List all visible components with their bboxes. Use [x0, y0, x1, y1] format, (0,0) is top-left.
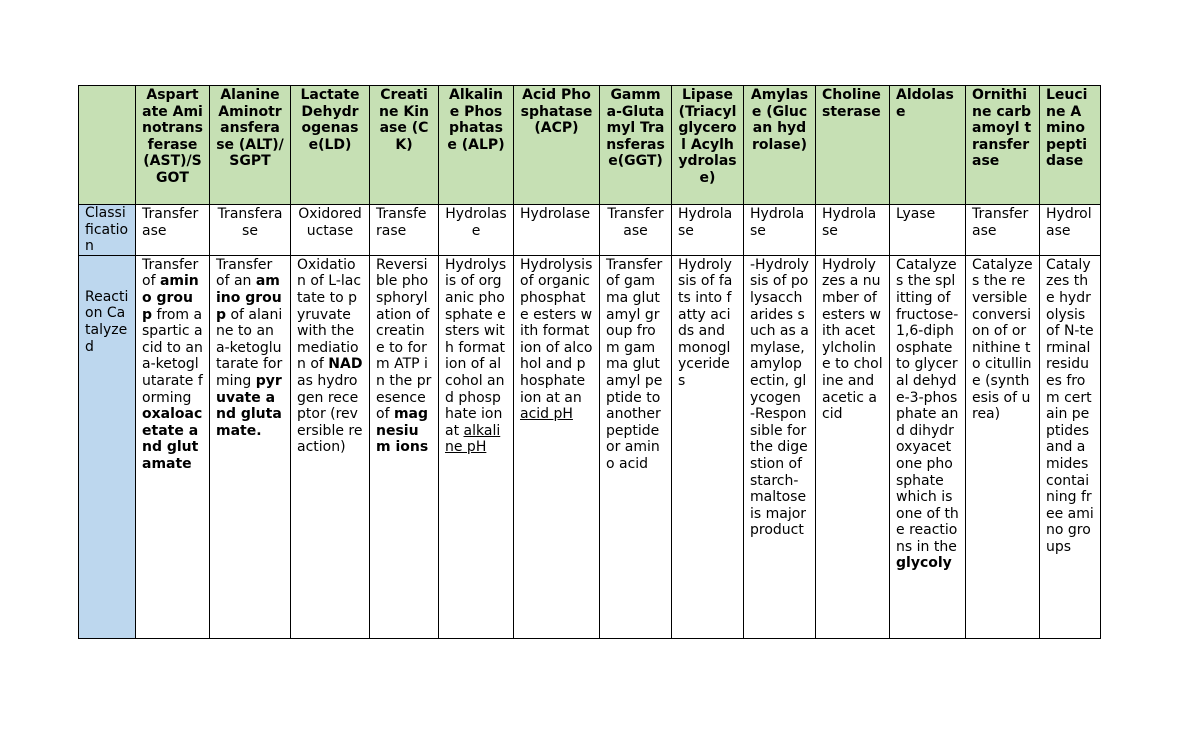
classification-lap: Hydrolase — [1040, 205, 1101, 256]
reaction-acp-text-1: Hydrolysis of organic phosphate esters with formation of alcohol and phosphate ion at an — [520, 256, 593, 406]
reaction-alt — [210, 255, 291, 638]
classification-row — [79, 205, 1101, 256]
classification-lipase: Hydrolase — [672, 205, 744, 256]
reaction-ck — [370, 255, 439, 638]
reaction-ast-text-1: Transfer of — [142, 256, 199, 290]
header-acp: Acid Phosphatase (ACP) — [514, 86, 600, 205]
header-cholinesterase: Cholinesterase — [816, 86, 890, 205]
classification-cholinesterase: Hydrolase — [816, 205, 890, 256]
header-aldolase: Aldolase — [890, 86, 966, 205]
classification-aldolase: Lyase — [890, 205, 966, 256]
header-amylase: Amylase (Glucan hydrolase) — [744, 86, 816, 205]
reaction-aldolase — [890, 255, 966, 638]
reaction-row — [79, 255, 1101, 638]
classification-label: Classification — [79, 205, 136, 256]
reaction-ast-text-2: from aspartic acid to an a-ketoglutarate forming — [142, 306, 203, 406]
reaction-aldolase-bold-1: glycoly — [896, 555, 952, 572]
reaction-alt-text-1: Transfer of an — [216, 256, 273, 290]
reaction-ck-text-1: Reversible phosphorylation of creatine to form ATP in the presence of — [376, 256, 432, 423]
reaction-ast-bold-2: oxaloacetate and glutamate — [142, 406, 203, 472]
reaction-ld-bold-1: NAD — [328, 356, 363, 373]
classification-ast: Transferase — [136, 205, 210, 256]
header-ast: Aspartate Aminotransferase (AST)/SGOT — [136, 86, 210, 205]
classification-oct: Transferase — [966, 205, 1040, 256]
classification-ggt: Transferase — [600, 205, 672, 256]
header-lipase: Lipase (Triacylglycerol Acylhydrolase) — [672, 86, 744, 205]
reaction-alt-text-2: of alanine to an a-ketoglutarate forming — [216, 306, 283, 389]
reaction-label: Reaction Catalyzed — [79, 255, 136, 638]
header-corner — [79, 86, 136, 205]
reaction-ld-text-2: as hydrogen receptor (reversible reaction) — [297, 372, 363, 456]
reaction-amylase-text-1: -Hydrolysis of polysaccharides such as amylase, amylopectin, glycogen — [750, 256, 809, 406]
reaction-ggt: Transfer of gamma glutamyl group from gamma glutamyl peptide to another peptide or amino acid — [600, 255, 672, 638]
reaction-ld — [291, 255, 370, 638]
reaction-aldolase-text-1: Catalyzes the splitting of fructose-1,6-diphosphate to glyceral dehyde-3-phosphate and dihydroxyacetone phosphate which is one of the reactions in the — [896, 256, 959, 555]
classification-alp: Hydrolase — [439, 205, 514, 256]
classification-acp: Hydrolase — [514, 205, 600, 256]
reaction-lipase: Hydrolysis of fats into fatty acids and monoglycerides — [672, 255, 744, 638]
enzyme-table — [78, 85, 1101, 639]
reaction-ast — [136, 255, 210, 638]
header-oct: Ornithine carbamoyl transferase — [966, 86, 1040, 205]
reaction-alt-bold-2: pyruvate and glutamate. — [216, 372, 282, 439]
header-alp: Alkaline Phosphatase (ALP) — [439, 86, 514, 205]
reaction-acp-underline-1: acid pH — [520, 406, 573, 423]
header-alt: Alanine Aminotransferase (ALT)/SGPT — [210, 86, 291, 205]
reaction-alp — [439, 255, 514, 638]
classification-alt: Transferase — [210, 205, 291, 256]
header-lap: Leucine Aminopeptidase — [1040, 86, 1101, 205]
header-ggt: Gamma-Glutamyl Transferase(GGT) — [600, 86, 672, 205]
reaction-cholinesterase: Hydrolyzes a number of esters with acetylcholine to choline and acetic acid — [816, 255, 890, 638]
header-ld: Lactate Dehydrogenase(LD) — [291, 86, 370, 205]
reaction-ld-text-1: Oxidation of L-lactate to pyruvate with the mediation of — [297, 256, 362, 373]
reaction-amylase — [744, 255, 816, 638]
header-row — [79, 86, 1101, 205]
classification-ld: Oxidoreductase — [291, 205, 370, 256]
reaction-ck-bold-1: magnesium ions — [376, 406, 429, 456]
reaction-alt-bold-1: amino group — [216, 273, 282, 323]
reaction-amylase-text-2: -Responsible for the digestion of starch-maltose is major product — [750, 406, 808, 539]
classification-amylase: Hydrolase — [744, 205, 816, 256]
reaction-ast-bold-1: amino group — [142, 273, 199, 323]
reaction-oct: Catalyzes the reversible conversion of ornithine to citulline (synthesis of urea) — [966, 255, 1040, 638]
reaction-alp-text-1: Hydrolysis of organic phosphate esters with formation of alcohol and phosphate ion at — [445, 256, 507, 439]
reaction-lap: Catalyzes the hydrolysis of N-terminal residues from certain peptides and amides containing free amino groups — [1040, 255, 1101, 638]
header-ck: Creatine Kinase (CK) — [370, 86, 439, 205]
reaction-acp — [514, 255, 600, 638]
reaction-alp-underline-1: alkaline pH — [445, 422, 501, 456]
classification-ck: Transferase — [370, 205, 439, 256]
